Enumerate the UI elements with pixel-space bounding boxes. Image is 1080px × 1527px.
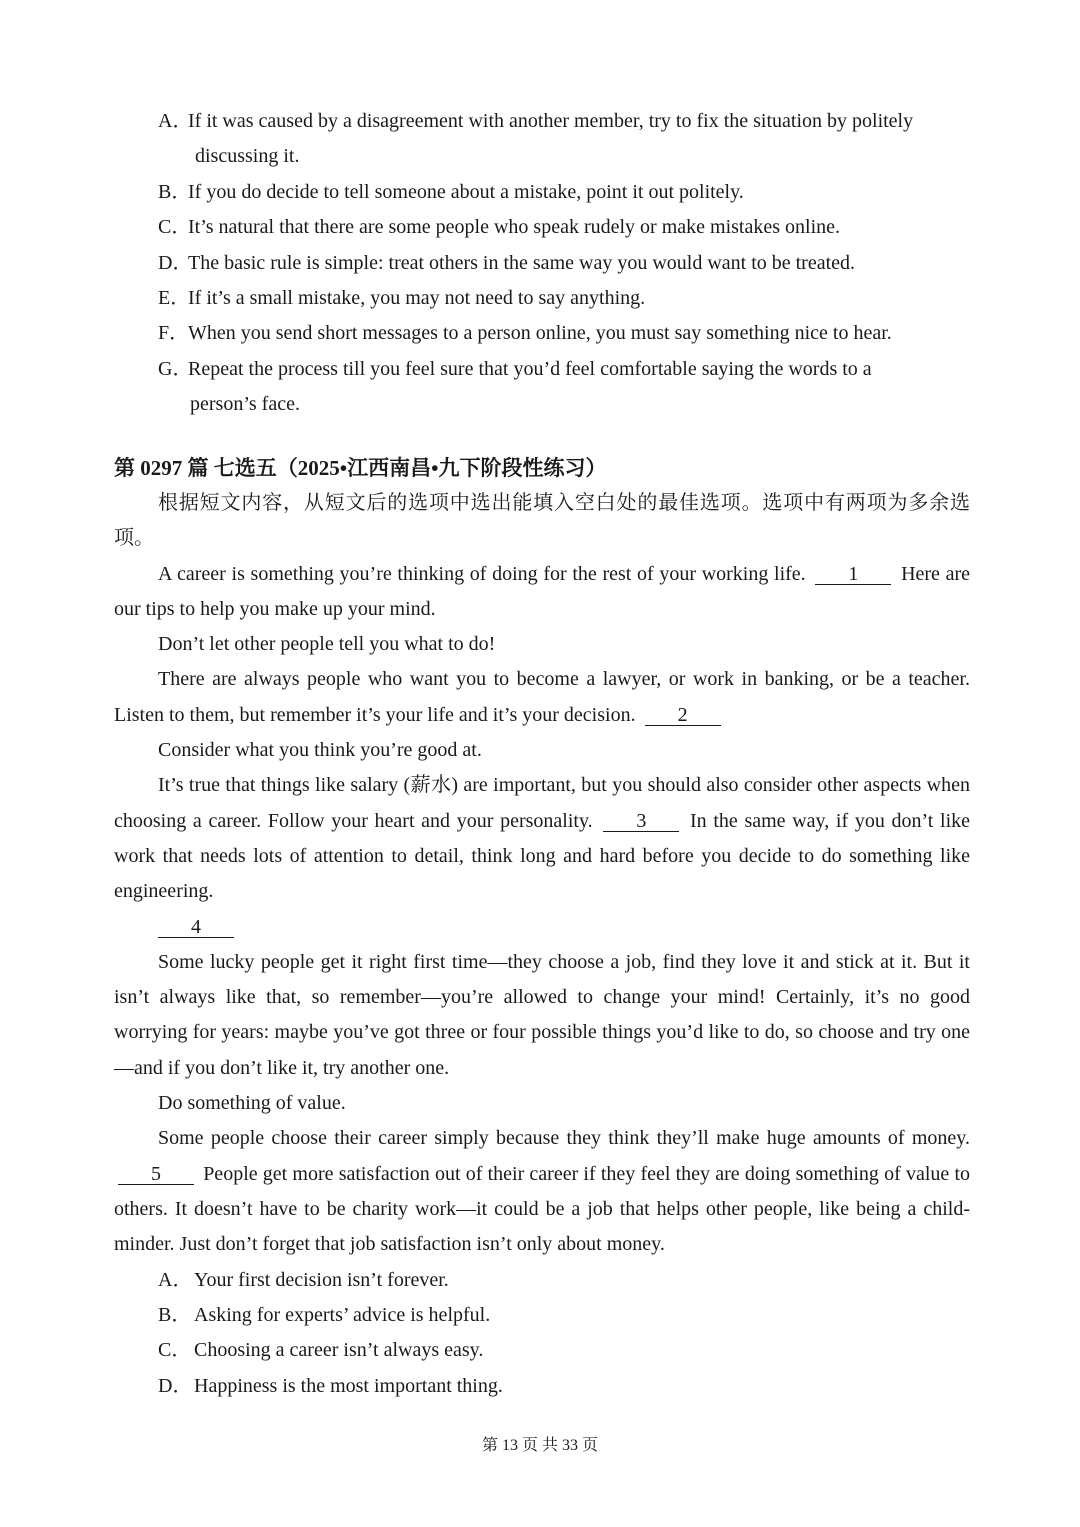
answer-options-list	[114, 1263, 970, 1405]
paragraph-blank-4	[114, 910, 970, 945]
paragraph-6: Some lucky people get it right first time—they choose a job, find they love it and stick at it. But it isn’t always like that, so remember—you’re allowed to change your mind! Certainly, it’s no good worrying for years: maybe you’ve got three or four possible things you’d like to do, so choose and try one—and if you don’t like it, try another one.	[114, 950, 970, 1079]
option-text: If it’s a small mistake, you may not need to say anything.	[188, 287, 646, 310]
option-letter: D．	[158, 251, 193, 274]
option-letter: D．	[158, 1374, 193, 1397]
paragraph-text: In the same way, if you don’t like work that needs lots of attention to detail, think long and hard before you decide to do something like engineering.	[114, 809, 971, 903]
paragraph-2: Don’t let other people tell you what to do!	[158, 633, 496, 656]
paragraph-text: People get more satisfaction out of their career if they feel they are doing something of value to others. It doesn’t have to be charity work—it could be a job that helps other people, like being a child-minder. Just don’t forget that job satisfaction isn’t only about money.	[114, 1162, 970, 1256]
paragraph-text: Here are our tips to help you make up your mind.	[114, 562, 971, 620]
option-text: Happiness is the most important thing.	[194, 1374, 503, 1397]
paragraph-text: Some people choose their career simply because they think they’ll make huge amounts of money.	[158, 1127, 970, 1150]
paragraph-text: A career is something you’re thinking of doing for the rest of your working life.	[158, 562, 806, 585]
previous-options-list	[158, 104, 970, 423]
page-footer: 第 13 页 共 33 页	[481, 1437, 598, 1454]
option-letter: C．	[158, 1339, 192, 1362]
blank-1: 1	[815, 564, 891, 585]
option-letter: C．	[158, 216, 192, 239]
paragraph-3	[114, 662, 970, 733]
option-d	[158, 246, 970, 281]
option-letter: F．	[158, 322, 190, 345]
option-text: When you send short messages to a person online, you must say something nice to hear.	[188, 322, 892, 345]
option-letter: G．	[158, 357, 193, 380]
option-text: It’s natural that there are some people who speak rudely or make mistakes online.	[188, 216, 841, 239]
answer-option-a	[158, 1263, 970, 1298]
answer-option-c	[158, 1333, 970, 1368]
option-text: Choosing a career isn’t always easy.	[194, 1339, 484, 1362]
answer-option-d	[158, 1369, 970, 1404]
option-a	[158, 104, 970, 175]
paragraph-text: It’s true that things like salary (薪水) are important, but you should also consider other aspects when choosing a career. Follow your heart and your personality.	[114, 774, 970, 832]
passage-section	[114, 451, 970, 1404]
section-heading: 第 0297 篇 七选五（2025•江西南昌•九下阶段性练习）	[114, 456, 607, 480]
option-letter: B．	[158, 1303, 192, 1326]
option-b	[158, 175, 970, 210]
option-text: Your first decision isn’t forever.	[194, 1268, 449, 1291]
blank-5: 5	[118, 1164, 194, 1185]
option-text: Asking for experts’ advice is helpful.	[194, 1303, 491, 1326]
option-text: If you do decide to tell someone about a mistake, point it out politely.	[188, 180, 744, 203]
paragraph-8	[114, 1121, 970, 1262]
option-c	[158, 210, 970, 245]
instruction-text: 根据短文内容，从短文后的选项中选出能填入空白处的最佳选项。选项中有两项为多余选项。	[114, 492, 970, 550]
option-letter: B．	[158, 180, 192, 203]
paragraph-7: Do something of value.	[158, 1092, 346, 1115]
option-g	[158, 352, 970, 423]
paragraph-5	[114, 768, 970, 909]
option-text: The basic rule is simple: treat others in the same way you would want to be treated.	[188, 251, 856, 274]
blank-2: 2	[645, 705, 721, 726]
option-letter: A．	[158, 1268, 193, 1291]
blank-4: 4	[158, 917, 234, 938]
option-letter: A．	[158, 110, 193, 132]
option-letter: E．	[158, 287, 191, 310]
option-e	[158, 281, 970, 316]
option-text: If it was caused by a disagreement with another member, try to fix the situation by politely	[188, 110, 914, 132]
answer-option-b	[158, 1298, 970, 1333]
option-text-cont: discussing it.	[195, 145, 300, 168]
option-text-cont: person’s face.	[190, 393, 300, 416]
option-f	[158, 316, 970, 351]
blank-3: 3	[603, 811, 679, 832]
paragraph-text: There are always people who want you to become a lawyer, or work in banking, or be a teacher. Listen to them, but remember it’s your life and it’s your decision.	[114, 668, 970, 726]
paragraph-4: Consider what you think you’re good at.	[158, 739, 482, 762]
option-text: Repeat the process till you feel sure that you’d feel comfortable saying the words to a	[188, 357, 872, 380]
paragraph-1	[114, 557, 970, 628]
